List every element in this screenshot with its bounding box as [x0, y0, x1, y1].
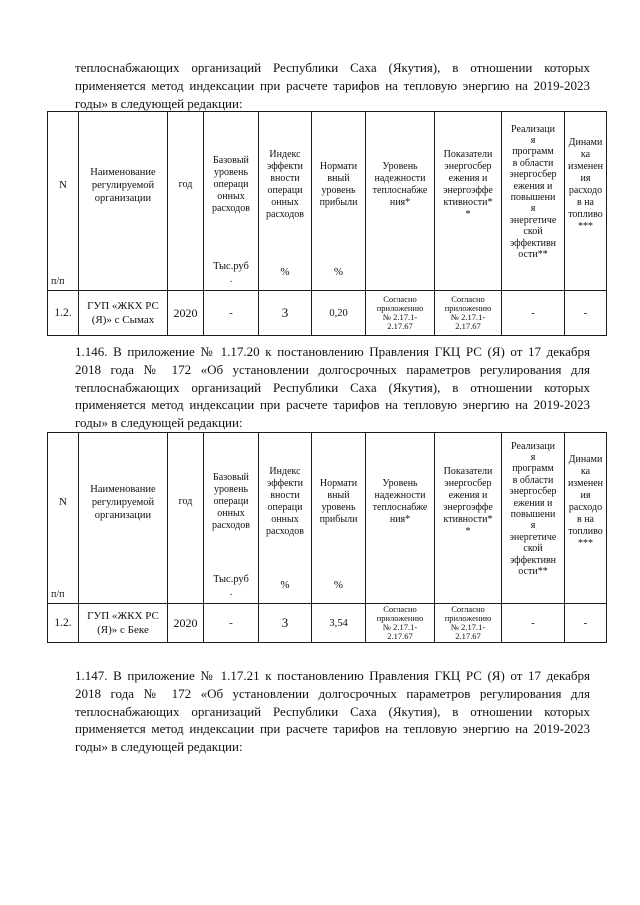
header-col-year [168, 433, 204, 604]
header-unit: % [333, 579, 344, 591]
paragraph-line: теплоснабжающих организаций Республики Саха (Якутия), в отношении которых [75, 703, 590, 719]
paragraph-line: годы» в следующей редакции: [75, 415, 243, 431]
paragraph-line: годы» в следующей редакции: [75, 739, 243, 755]
row-cell-name: ГУП «ЖКХ РС (Я)» с Беке [79, 604, 168, 643]
row-cell-efficiency-index: 3 [259, 604, 312, 643]
header-label: Динами ка изменен ия расходо в на топливо *** [567, 454, 604, 549]
header-label: Реализаци я программ в области энергосбер ежения и повышени я энергетиче ской эффективн ости** [509, 123, 557, 261]
header-sublabel: п/п [51, 589, 65, 600]
header-label: N [59, 496, 67, 508]
header-label: год [178, 179, 193, 190]
header-col-program [502, 433, 565, 604]
header-label: Наименование регулируемой организации [90, 166, 156, 204]
header-col-fuel-dynamics [565, 433, 607, 604]
header-label: Показатели энергосбер ежения и энергоэффе ктивности* * [443, 466, 493, 537]
header-label: N [59, 179, 67, 191]
header-col-base-costs [204, 433, 259, 604]
header-col-name [79, 112, 168, 291]
paragraph-line: 1.147. В приложение № 1.17.21 к постановлению Правления ГКЦ РС (Я) от 17 декабря [75, 668, 590, 683]
header-col-fuel-dynamics [565, 112, 607, 291]
header-col-profit-level [312, 433, 366, 604]
header-col-efficiency-index [259, 433, 312, 604]
header-label: Индекс эффекти вности операци онных расходов [266, 466, 304, 537]
header-col-n [48, 112, 79, 291]
header-col-year [168, 112, 204, 291]
row-cell-profit-level: 3,54 [312, 604, 366, 643]
parameters-table-2 [47, 432, 607, 643]
row-cell-energy-saving: Согласно приложению № 2.17.1- 2.17.67 [435, 604, 502, 643]
row-cell-profit-level: 0,20 [312, 291, 366, 336]
header-col-n [48, 433, 79, 604]
table-header-row [48, 112, 607, 291]
header-col-energy-saving [435, 433, 502, 604]
header-col-program [502, 112, 565, 291]
paragraph-line: применяется метод индексации при расчете тарифов на тепловую энергию на 2019-2023 [75, 397, 590, 413]
header-label: Уровень надежности теплоснабже ния* [372, 161, 428, 208]
header-col-name [79, 433, 168, 604]
header-label: Показатели энергосбер ежения и энергоэффе ктивности* * [443, 149, 493, 220]
row-cell-reliability: Согласно приложению № 2.17.1- 2.17.67 [366, 291, 435, 336]
row-cell-fuel-dynamics: - [565, 604, 607, 643]
paragraph-line: 2018 года № 172 «Об установлении долгосрочных параметров регулирования для [75, 685, 590, 701]
header-unit: % [333, 266, 344, 278]
header-col-energy-saving [435, 112, 502, 291]
header-col-reliability [366, 433, 435, 604]
intro-paragraph [75, 59, 590, 112]
table-header-row [48, 433, 607, 604]
row-cell-base-costs: - [204, 604, 259, 643]
header-col-efficiency-index [259, 112, 312, 291]
header-unit: Тыс.руб . [213, 574, 249, 598]
table-row [48, 291, 607, 336]
header-col-base-costs [204, 112, 259, 291]
header-label: Нормати вный уровень прибыли [319, 161, 358, 208]
header-unit: % [280, 266, 290, 278]
row-cell-reliability: Согласно приложению № 2.17.1- 2.17.67 [366, 604, 435, 643]
header-col-profit-level [312, 112, 366, 291]
header-label: Уровень надежности теплоснабже ния* [372, 478, 428, 525]
paragraph-line: теплоснабжающих организаций Республики Саха (Якутия), в отношении которых [75, 379, 590, 395]
row-cell-program: - [502, 291, 565, 336]
row-cell-n: 1.2. [48, 604, 79, 643]
header-unit: Тыс.руб . [213, 261, 249, 285]
row-cell-year: 2020 [168, 291, 204, 336]
header-label: Базовый уровень операци онных расходов [212, 472, 250, 531]
header-label: Индекс эффекти вности операци онных расходов [266, 149, 304, 220]
header-col-reliability [366, 112, 435, 291]
row-cell-energy-saving: Согласно приложению № 2.17.1- 2.17.67 [435, 291, 502, 336]
row-cell-n: 1.2. [48, 291, 79, 336]
row-cell-program: - [502, 604, 565, 643]
paragraph-line: применяется метод индексации при расчете тарифов на тепловую энергию на 2019-2023 [75, 77, 590, 93]
header-unit: % [280, 579, 290, 591]
paragraph-line: теплоснабжающих организаций Республики Саха (Якутия), в отношении которых [75, 60, 590, 75]
header-label: Базовый уровень операци онных расходов [212, 155, 250, 214]
table-row [48, 604, 607, 643]
paragraph-line: годы» в следующей редакции: [75, 95, 243, 111]
parameters-table-1 [47, 111, 607, 336]
header-label: год [178, 496, 193, 507]
header-label: Реализаци я программ в области энергосбер ежения и повышени я энергетиче ской эффективн ости** [509, 440, 557, 578]
row-cell-efficiency-index: 3 [259, 291, 312, 336]
header-sublabel: п/п [51, 276, 65, 287]
paragraph-line: 2018 года № 172 «Об установлении долгосрочных параметров регулирования для [75, 361, 590, 377]
row-cell-name: ГУП «ЖКХ РС (Я)» с Сымах [79, 291, 168, 336]
header-label: Наименование регулируемой организации [90, 483, 156, 521]
header-label: Нормати вный уровень прибыли [319, 478, 358, 525]
paragraph-line: применяется метод индексации при расчете тарифов на тепловую энергию на 2019-2023 [75, 721, 590, 737]
header-label: Динами ка изменен ия расходо в на топливо *** [567, 137, 604, 232]
row-cell-fuel-dynamics: - [565, 291, 607, 336]
row-cell-year: 2020 [168, 604, 204, 643]
paragraph-line: 1.146. В приложение № 1.17.20 к постановлению Правления ГКЦ РС (Я) от 17 декабря [75, 344, 590, 359]
row-cell-base-costs: - [204, 291, 259, 336]
paragraph-1-146 [75, 343, 590, 432]
paragraph-1-147 [75, 667, 590, 756]
